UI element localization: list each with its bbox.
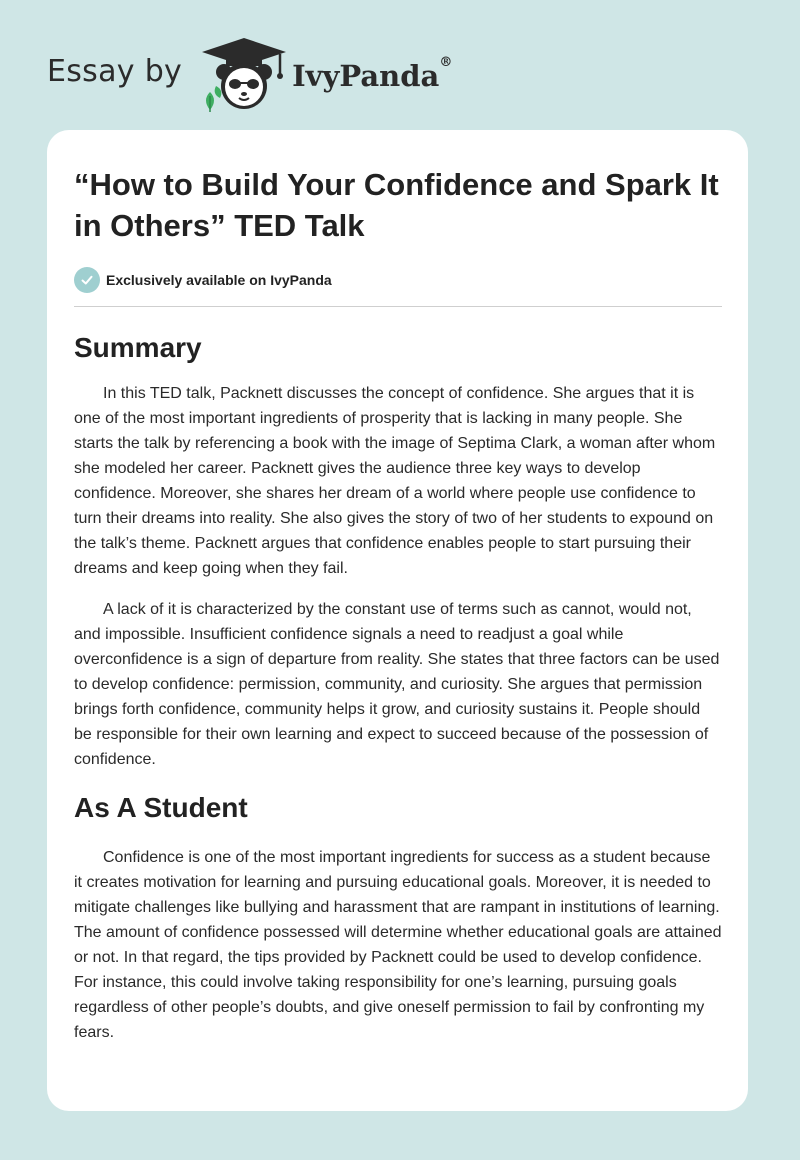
check-icon xyxy=(74,267,100,293)
badge-text: Exclusively available on IvyPanda xyxy=(106,272,332,288)
essay-by-label: Essay by xyxy=(47,53,183,89)
section-heading-as-a-student: As A Student xyxy=(74,792,248,823)
essay-title: “How to Build Your Confidence and Spark It in Others” TED Talk xyxy=(74,167,719,243)
summary-paragraph-1: In this TED talk, Packnett discusses the concept of confidence. She argues that it is one of the most important ingredients of prosperity that is lacking in many people. She starts the talk by referencing a book with the image of Septima Clark, a woman after whom she modeled her career. Packnett gives the audience three key ways to develop confidence. Moreover, she shares her dream of a world where people use confidence to turn their dreams into reality. She also gives the story of two of her students to expound on the talk’s theme. Packnett argues that confidence enables people to start pursuing their dreams and keep going when they fail. xyxy=(74,385,716,577)
registered-mark: ® xyxy=(439,55,453,70)
brand-name: IvyPanda® xyxy=(292,55,453,93)
brand-header[interactable] xyxy=(47,34,452,114)
exclusive-badge xyxy=(74,267,722,293)
student-paragraph-1: Confidence is one of the most important ingredients for success as a student because it creates motivation for learning and pursuing educational goals. Moreover, it is needed to mitigate challenges like bullying and harassment that are rampant in institutions of learning. The amount of confidence possessed will determine whether educational goals are attained or not. In that regard, the tips provided by Packnett could be used to develop confidence. For instance, this could involve taking responsibility for one’s learning, pursuing goals regardless of other people’s doubts, and give oneself permission to fail by confronting my fears. xyxy=(74,849,722,1041)
divider xyxy=(74,306,722,307)
summary-paragraph-2: A lack of it is characterized by the constant use of terms such as cannot, would not, and impossible. Insufficient confidence signals a need to readjust a goal while overconfidence is a sign of departure from reality. She states that three factors can be used to develop confidence: permission, community, and curiosity. She argues that permission brings forth confidence, community helps it grow, and curiosity sustains it. People should be responsible for their own learning and expect to succeed because of the possession of confidence. xyxy=(74,601,720,768)
panda-graduate-icon xyxy=(200,34,288,114)
section-heading-summary: Summary xyxy=(74,332,202,363)
essay-card xyxy=(47,130,748,1111)
